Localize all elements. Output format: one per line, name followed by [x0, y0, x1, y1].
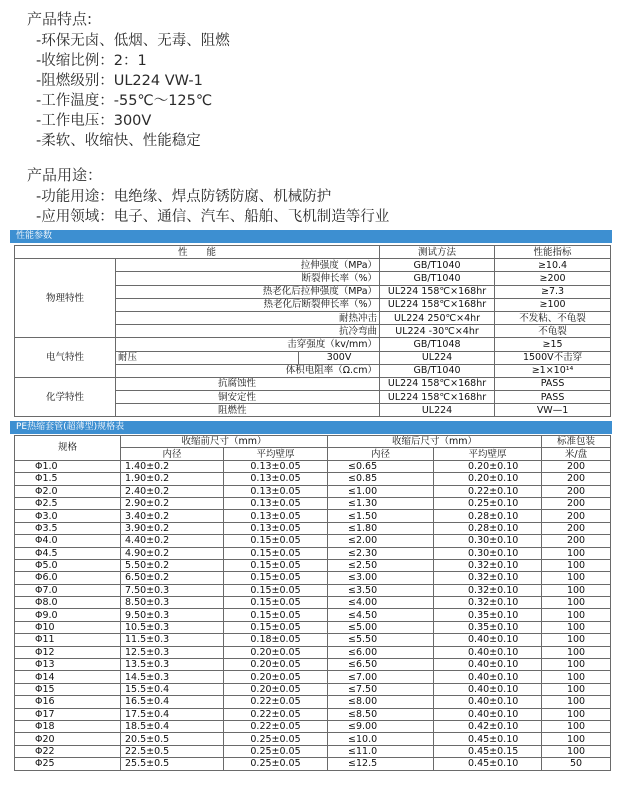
id-after: ≤8.00: [328, 696, 434, 708]
id-before: 17.5±0.4: [121, 708, 224, 720]
spec-size: Φ6.0: [15, 572, 121, 584]
spec-size: Φ16: [15, 696, 121, 708]
usage-item: -应用领域：电子、通信、汽车、船舶、飞机制造等行业: [36, 209, 390, 225]
id-after: ≤0.65: [328, 460, 434, 472]
id-after: ≤10.0: [328, 733, 434, 745]
wall-after: 0.42±0.10: [434, 720, 542, 732]
wall-before: 0.20±0.05: [224, 659, 328, 671]
id-after: ≤0.85: [328, 473, 434, 485]
table-row: [15, 522, 611, 534]
table-row: [15, 671, 611, 683]
table-row: [15, 535, 611, 547]
id-before: 18.5±0.4: [121, 720, 224, 732]
test-method: UL224: [380, 351, 495, 364]
table-row: [15, 621, 611, 633]
id-before: 22.5±0.5: [121, 745, 224, 757]
wall-before: 0.15±0.05: [224, 547, 328, 559]
spec-value: PASS: [495, 391, 611, 404]
property-condition: 300V: [299, 351, 380, 364]
spec-size: Φ3.5: [15, 522, 121, 534]
table-row: [15, 646, 611, 658]
spec-value: 1500V不击穿: [495, 351, 611, 364]
pack-qty: 100: [542, 683, 611, 695]
group-label: 电气特性: [15, 338, 116, 378]
feature-item: -环保无卤、低烟、无毒、阻燃: [36, 33, 230, 49]
id-before: 20.5±0.5: [121, 733, 224, 745]
property-name: 铜安定性: [116, 391, 380, 404]
id-after: ≤2.30: [328, 547, 434, 559]
test-method: UL224 250℃×4hr: [380, 311, 495, 324]
id-before: 7.50±0.3: [121, 584, 224, 596]
spec-value: ≥200: [495, 272, 611, 285]
subheader-id-before: 内径: [121, 448, 224, 460]
spec-value: 不龟裂: [495, 325, 611, 338]
id-after: ≤2.50: [328, 559, 434, 571]
wall-after: 0.40±0.10: [434, 683, 542, 695]
wall-after: 0.45±0.10: [434, 758, 542, 770]
pack-qty: 100: [542, 547, 611, 559]
wall-after: 0.30±0.10: [434, 547, 542, 559]
spec-section-bar: PE热缩套管(超薄型)规格表: [10, 421, 612, 434]
id-after: ≤5.00: [328, 621, 434, 633]
table-row: [15, 609, 611, 621]
pack-qty: 100: [542, 559, 611, 571]
test-method: GB/T1040: [380, 272, 495, 285]
group-label: 化学特性: [15, 377, 116, 417]
spec-value: ≥15: [495, 338, 611, 351]
feature-item: -工作电压：300V: [36, 113, 152, 129]
property-name: 抗冷弯曲: [116, 325, 380, 338]
id-after: ≤4.00: [328, 597, 434, 609]
wall-before: 0.13±0.05: [224, 473, 328, 485]
spec-table-body: [15, 460, 611, 770]
wall-after: 0.40±0.10: [434, 634, 542, 646]
property-name: 体积电阻率（Ω.cm）: [116, 364, 380, 377]
id-before: 8.50±0.3: [121, 597, 224, 609]
table-row: [15, 634, 611, 646]
wall-before: 0.25±0.05: [224, 733, 328, 745]
table-row: [15, 659, 611, 671]
wall-before: 0.22±0.05: [224, 720, 328, 732]
pack-qty: 100: [542, 671, 611, 683]
wall-before: 0.18±0.05: [224, 634, 328, 646]
id-before: 2.40±0.2: [121, 485, 224, 497]
pack-qty: 200: [542, 485, 611, 497]
test-method: UL224 158℃×168hr: [380, 391, 495, 404]
pack-qty: 100: [542, 745, 611, 757]
wall-after: 0.45±0.10: [434, 733, 542, 745]
id-before: 14.5±0.3: [121, 671, 224, 683]
id-after: ≤1.80: [328, 522, 434, 534]
wall-before: 0.20±0.05: [224, 646, 328, 658]
spec-size: Φ7.0: [15, 584, 121, 596]
property-name: 耐压: [116, 351, 299, 364]
spec-value: 不发粘、不龟裂: [495, 311, 611, 324]
feature-item: -工作温度：-55℃～125℃: [36, 93, 213, 109]
feature-item: -阻燃级别：UL224 VW-1: [36, 73, 203, 89]
header-spec: 性能指标: [495, 246, 611, 259]
pack-qty: 100: [542, 634, 611, 646]
spec-size: Φ11: [15, 634, 121, 646]
table-row: [15, 497, 611, 509]
property-name: 阻燃性: [116, 404, 380, 417]
wall-before: 0.15±0.05: [224, 535, 328, 547]
id-before: 4.40±0.2: [121, 535, 224, 547]
features-title: 产品特点:: [27, 10, 93, 28]
pack-qty: 200: [542, 460, 611, 472]
table-row: [15, 473, 611, 485]
table-row: [15, 708, 611, 720]
wall-after: 0.22±0.10: [434, 485, 542, 497]
usage-item: -功能用途：电绝缘、焊点防锈防腐、机械防护: [36, 189, 332, 205]
table-row: [15, 683, 611, 695]
spec-size: Φ20: [15, 733, 121, 745]
id-before: 16.5±0.4: [121, 696, 224, 708]
pack-qty: 100: [542, 584, 611, 596]
wall-before: 0.25±0.05: [224, 745, 328, 757]
id-before: 1.40±0.2: [121, 460, 224, 472]
spec-value: ≥10.4: [495, 259, 611, 272]
id-after: ≤7.00: [328, 671, 434, 683]
wall-after: 0.32±0.10: [434, 584, 542, 596]
spec-value: ≥100: [495, 298, 611, 311]
id-after: ≤11.0: [328, 745, 434, 757]
id-before: 25.5±0.5: [121, 758, 224, 770]
id-after: ≤4.50: [328, 609, 434, 621]
property-name: 热老化后拉伸强度（MPa）: [116, 285, 380, 298]
pack-qty: 100: [542, 733, 611, 745]
spec-size: Φ8.0: [15, 597, 121, 609]
table-row: [15, 559, 611, 571]
table-row: [15, 460, 611, 472]
spec-size: Φ14: [15, 671, 121, 683]
wall-after: 0.40±0.10: [434, 659, 542, 671]
table-row: [15, 745, 611, 757]
table-row: [15, 485, 611, 497]
pack-qty: 100: [542, 609, 611, 621]
wall-before: 0.20±0.05: [224, 683, 328, 695]
pack-qty: 100: [542, 720, 611, 732]
id-before: 15.5±0.4: [121, 683, 224, 695]
group-label: 物理特性: [15, 259, 116, 338]
id-before: 5.50±0.2: [121, 559, 224, 571]
table-row: [15, 259, 611, 272]
id-after: ≤9.00: [328, 720, 434, 732]
table-header-row: [15, 246, 611, 259]
spec-size: Φ25: [15, 758, 121, 770]
header-spec: 规格: [15, 436, 121, 461]
pack-qty: 100: [542, 659, 611, 671]
spec-size: Φ2.5: [15, 497, 121, 509]
id-before: 3.90±0.2: [121, 522, 224, 534]
spec-size: Φ1.5: [15, 473, 121, 485]
header-pack: 标准包装: [542, 436, 611, 448]
spec-size: Φ10: [15, 621, 121, 633]
table-row: [15, 733, 611, 745]
id-before: 4.90±0.2: [121, 547, 224, 559]
table-header-row: [15, 436, 611, 448]
wall-before: 0.15±0.05: [224, 572, 328, 584]
subheader-wall-after: 平均壁厚: [434, 448, 542, 460]
table-row: [15, 377, 611, 390]
property-name: 抗腐蚀性: [116, 377, 380, 390]
id-before: 12.5±0.3: [121, 646, 224, 658]
property-name: 热老化后断裂伸长率（%）: [116, 298, 380, 311]
wall-after: 0.32±0.10: [434, 572, 542, 584]
test-method: UL224 158℃×168hr: [380, 298, 495, 311]
id-before: 3.40±0.2: [121, 510, 224, 522]
id-before: 2.90±0.2: [121, 497, 224, 509]
property-name: 断裂伸长率（%）: [116, 272, 380, 285]
wall-before: 0.15±0.05: [224, 597, 328, 609]
wall-before: 0.15±0.05: [224, 584, 328, 596]
spec-size: Φ3.0: [15, 510, 121, 522]
wall-after: 0.20±0.10: [434, 460, 542, 472]
pack-qty: 100: [542, 708, 611, 720]
wall-before: 0.20±0.05: [224, 671, 328, 683]
spec-value: ≥1×10¹⁴: [495, 364, 611, 377]
table-row: [15, 758, 611, 770]
wall-after: 0.35±0.10: [434, 609, 542, 621]
spec-size: Φ22: [15, 745, 121, 757]
id-after: ≤5.50: [328, 634, 434, 646]
spec-size: Φ4.0: [15, 535, 121, 547]
id-after: ≤3.50: [328, 584, 434, 596]
id-after: ≤6.50: [328, 659, 434, 671]
pack-qty: 100: [542, 696, 611, 708]
pack-qty: 200: [542, 535, 611, 547]
spec-size: Φ12: [15, 646, 121, 658]
id-before: 6.50±0.2: [121, 572, 224, 584]
spec-size: Φ13: [15, 659, 121, 671]
wall-before: 0.25±0.05: [224, 758, 328, 770]
pack-qty: 100: [542, 597, 611, 609]
table-row: [15, 338, 611, 351]
id-after: ≤7.50: [328, 683, 434, 695]
pack-qty: 200: [542, 510, 611, 522]
subheader-pack-unit: 米/盘: [542, 448, 611, 460]
wall-before: 0.15±0.05: [224, 621, 328, 633]
id-after: ≤3.00: [328, 572, 434, 584]
spec-size: Φ18: [15, 720, 121, 732]
id-after: ≤1.30: [328, 497, 434, 509]
spec-size: Φ4.5: [15, 547, 121, 559]
table-row: [15, 510, 611, 522]
wall-after: 0.30±0.10: [434, 535, 542, 547]
table-row: [15, 597, 611, 609]
usage-title: 产品用途：: [27, 166, 103, 184]
id-before: 13.5±0.3: [121, 659, 224, 671]
test-method: UL224: [380, 404, 495, 417]
spec-size: Φ2.0: [15, 485, 121, 497]
header-before: 收缩前尺寸（mm）: [121, 436, 328, 448]
pack-qty: 100: [542, 572, 611, 584]
test-method: UL224 -30℃×4hr: [380, 325, 495, 338]
wall-before: 0.22±0.05: [224, 696, 328, 708]
id-before: 10.5±0.3: [121, 621, 224, 633]
test-method: GB/T1048: [380, 338, 495, 351]
wall-before: 0.15±0.05: [224, 559, 328, 571]
id-after: ≤6.00: [328, 646, 434, 658]
header-after: 收缩后尺寸（mm）: [328, 436, 542, 448]
test-method: GB/T1040: [380, 364, 495, 377]
wall-before: 0.13±0.05: [224, 497, 328, 509]
id-after: ≤2.00: [328, 535, 434, 547]
spec-size: Φ9.0: [15, 609, 121, 621]
performance-table: [14, 245, 611, 417]
table-row: [15, 584, 611, 596]
test-method: GB/T1040: [380, 259, 495, 272]
pack-qty: 200: [542, 497, 611, 509]
id-after: ≤8.50: [328, 708, 434, 720]
id-before: 1.90±0.2: [121, 473, 224, 485]
property-name: 耐热冲击: [116, 311, 380, 324]
wall-before: 0.13±0.05: [224, 510, 328, 522]
test-method: UL224 158℃×168hr: [380, 285, 495, 298]
spec-size: Φ5.0: [15, 559, 121, 571]
pack-qty: 100: [542, 621, 611, 633]
wall-before: 0.15±0.05: [224, 609, 328, 621]
wall-after: 0.28±0.10: [434, 522, 542, 534]
spec-size: Φ17: [15, 708, 121, 720]
id-before: 9.50±0.3: [121, 609, 224, 621]
feature-item: -收缩比例：2：1: [36, 53, 147, 69]
table-row: [15, 547, 611, 559]
test-method: UL224 158℃×168hr: [380, 377, 495, 390]
wall-before: 0.22±0.05: [224, 708, 328, 720]
wall-after: 0.32±0.10: [434, 559, 542, 571]
wall-after: 0.32±0.10: [434, 597, 542, 609]
wall-after: 0.25±0.10: [434, 497, 542, 509]
table-row: [15, 696, 611, 708]
table-row: [15, 720, 611, 732]
wall-after: 0.40±0.10: [434, 671, 542, 683]
wall-after: 0.40±0.10: [434, 696, 542, 708]
pack-qty: 200: [542, 522, 611, 534]
feature-item: -柔软、收缩快、性能稳定: [36, 133, 201, 149]
id-after: ≤1.00: [328, 485, 434, 497]
spec-size: Φ1.0: [15, 460, 121, 472]
pack-qty: 50: [542, 758, 611, 770]
wall-before: 0.13±0.05: [224, 522, 328, 534]
perf-section-bar: 性能参数: [10, 230, 612, 243]
spec-value: VW—1: [495, 404, 611, 417]
header-test-method: 测试方法: [380, 246, 495, 259]
pack-qty: 200: [542, 473, 611, 485]
subheader-wall-before: 平均壁厚: [224, 448, 328, 460]
id-after: ≤12.5: [328, 758, 434, 770]
header-performance: 性 能: [15, 246, 380, 259]
id-before: 11.5±0.3: [121, 634, 224, 646]
property-name: 拉伸强度（MPa）: [116, 259, 380, 272]
wall-after: 0.40±0.10: [434, 708, 542, 720]
pack-qty: 100: [542, 646, 611, 658]
id-after: ≤1.50: [328, 510, 434, 522]
wall-before: 0.13±0.05: [224, 485, 328, 497]
subheader-id-after: 内径: [328, 448, 434, 460]
spec-value: PASS: [495, 377, 611, 390]
spec-size: Φ15: [15, 683, 121, 695]
wall-after: 0.35±0.10: [434, 621, 542, 633]
wall-after: 0.45±0.15: [434, 745, 542, 757]
spec-table: [14, 435, 611, 771]
wall-before: 0.13±0.05: [224, 460, 328, 472]
table-row: [15, 572, 611, 584]
wall-after: 0.20±0.10: [434, 473, 542, 485]
property-name: 击穿强度（kv/mm）: [116, 338, 380, 351]
wall-after: 0.40±0.10: [434, 646, 542, 658]
wall-after: 0.28±0.10: [434, 510, 542, 522]
spec-value: ≥7.3: [495, 285, 611, 298]
